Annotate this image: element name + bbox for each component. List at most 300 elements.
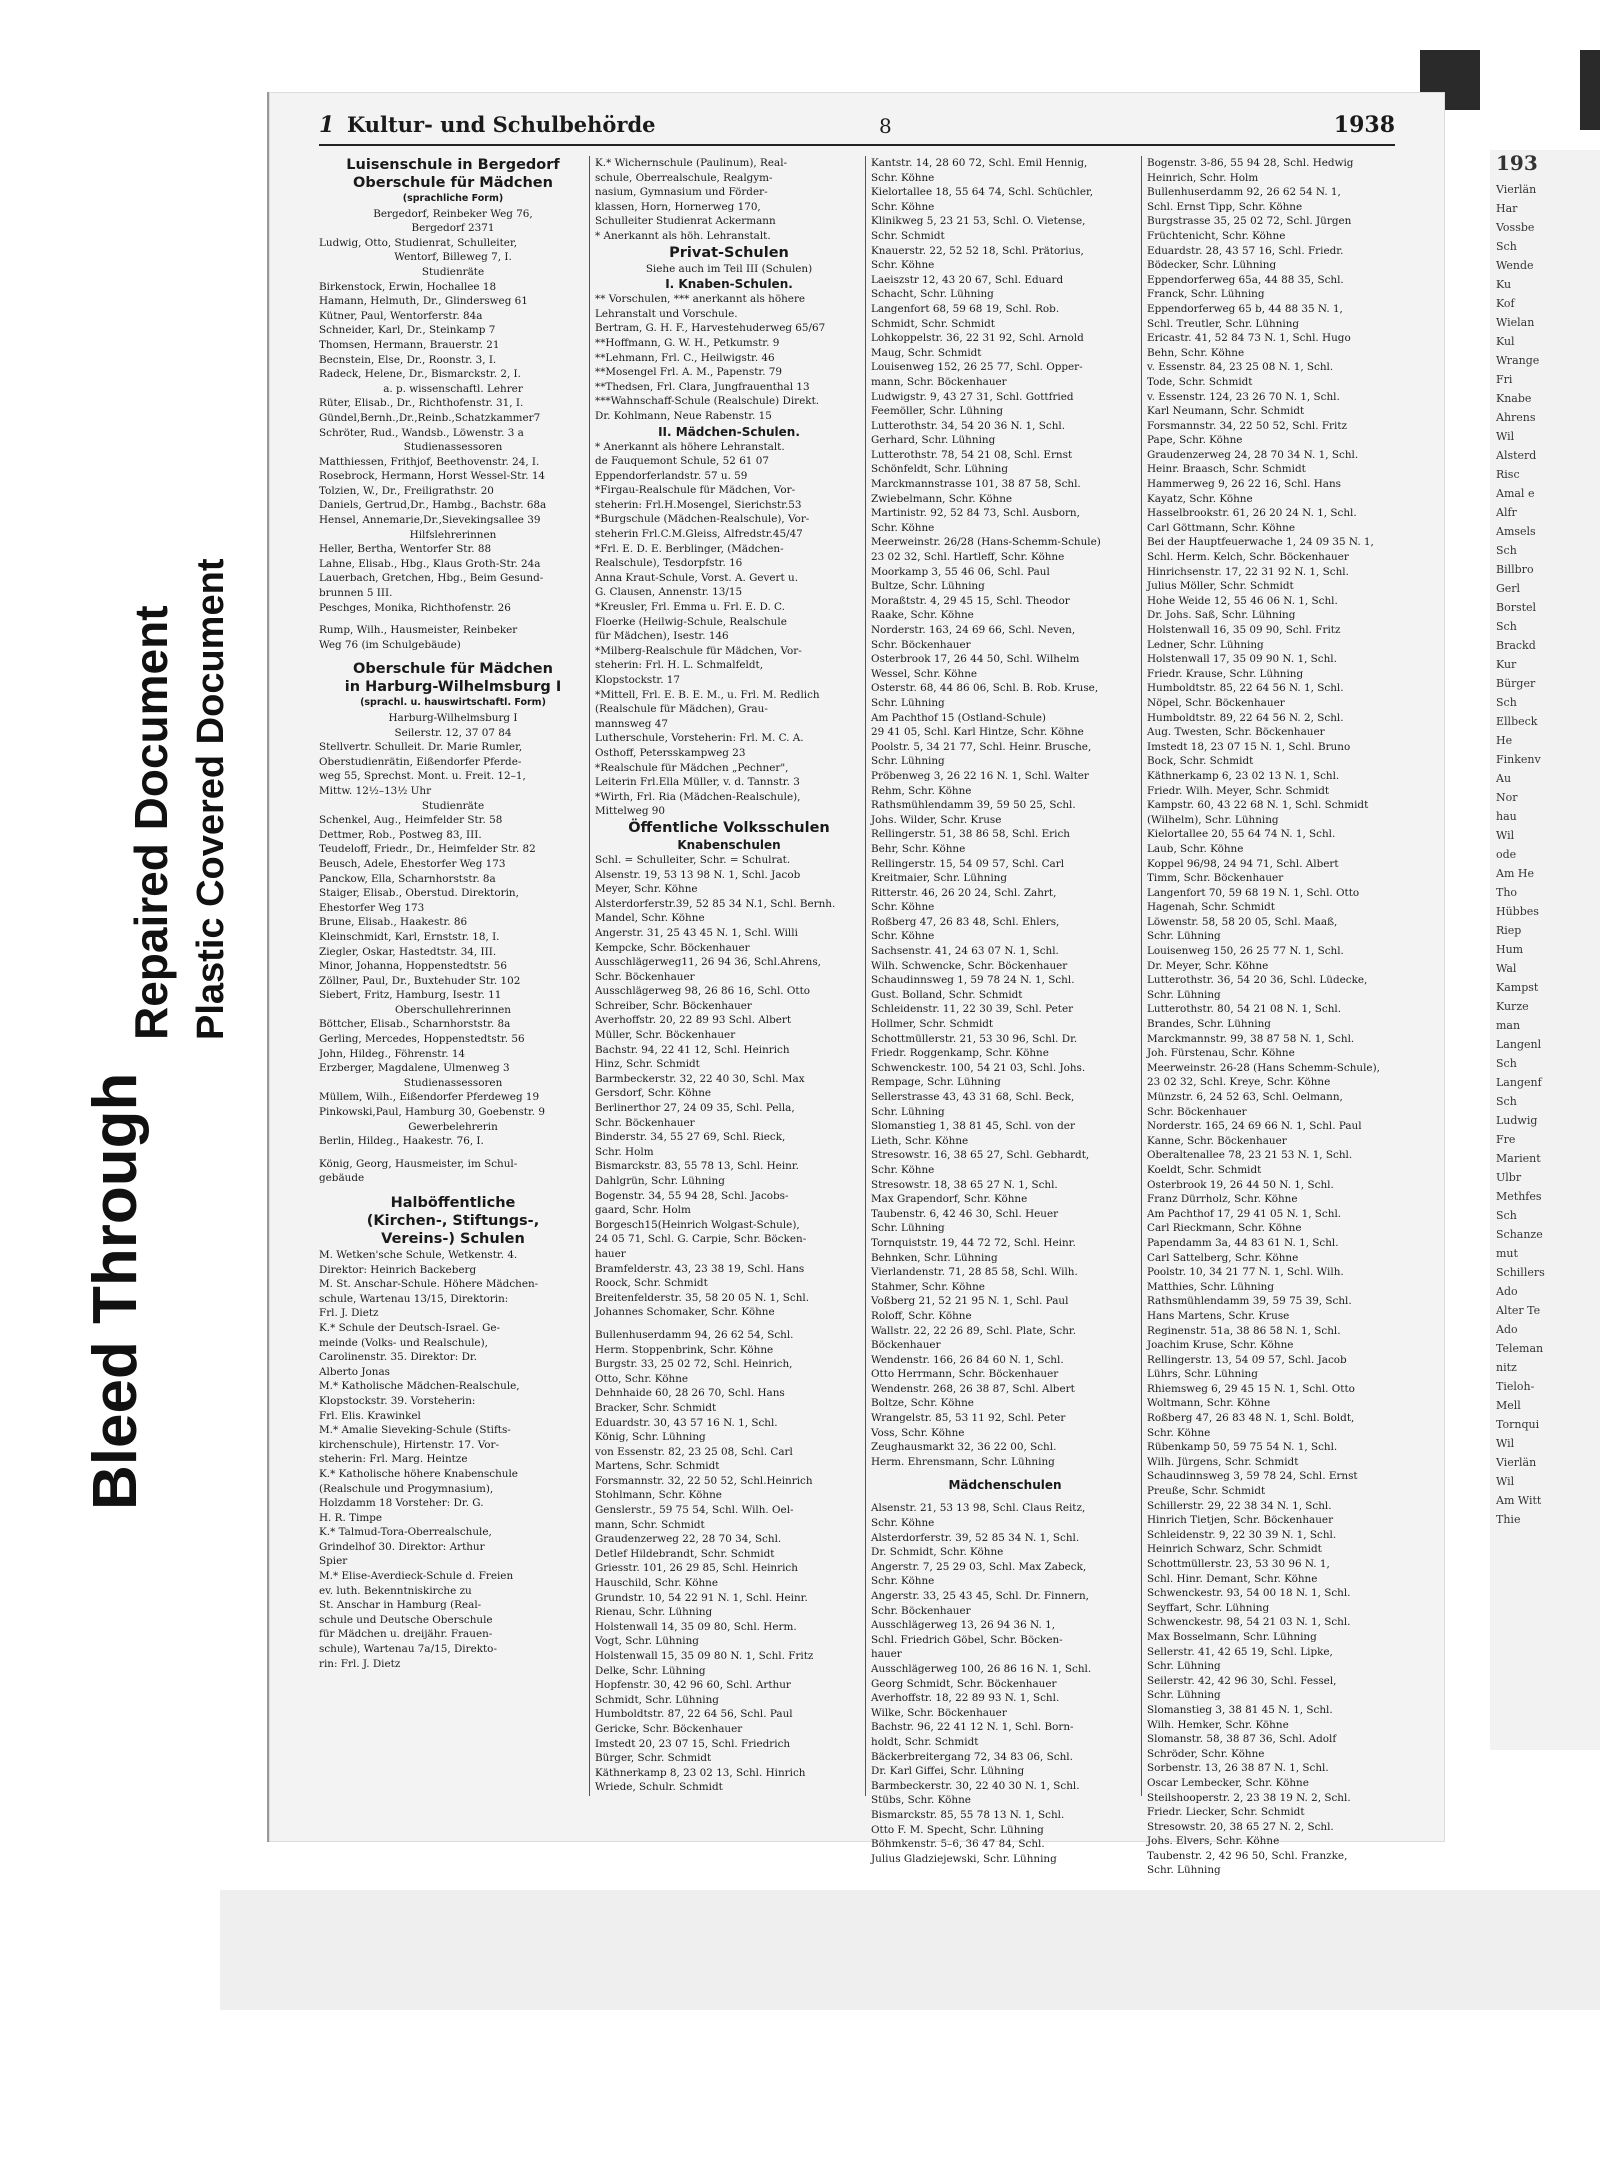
directory-line: Brandes, Schr. Lühning [1147, 1018, 1271, 1031]
directory-line: Barmbeckerstr. 32, 22 40 30, Schl. Max [595, 1072, 805, 1085]
adjacent-page-year: 193 [1496, 151, 1538, 175]
directory-line: Hasselbrookstr. 61, 26 20 24 N. 1, Schl. [1147, 507, 1357, 520]
adjacent-page-line: Langenl [1496, 1038, 1542, 1051]
directory-line: Bäckerbreitergang 72, 34 83 06, Schl. [871, 1750, 1073, 1763]
directory-line: *Firgau-Realschule für Mädchen, Vor- [595, 484, 796, 497]
directory-line: Ausschlägerweg 100, 26 86 16 N. 1, Schl. [871, 1662, 1092, 1675]
directory-line: Früchtenicht, Schr. Köhne [1147, 229, 1286, 242]
subsection-heading: I. Knaben-Schulen. [665, 277, 793, 292]
directory-line: Lutterothstr. 36, 54 20 36, Schl. Lüdecke, [1147, 974, 1368, 987]
directory-line: Stübs, Schr. Köhne [871, 1794, 971, 1807]
directory-line: Koeldt, Schr. Schmidt [1147, 1163, 1262, 1176]
directory-line: mannsweg 47 [595, 717, 668, 730]
adjacent-page-line: Sch [1496, 544, 1517, 557]
directory-line: Friedr. Roggenkamp, Schr. Köhne [871, 1047, 1049, 1060]
directory-line: * Anerkannt als höh. Lehranstalt. [595, 229, 771, 242]
centered-line: Hilfslehrerinnen [409, 528, 497, 541]
directory-line: Ludwigstr. 9, 43 27 31, Schl. Gottfried [871, 390, 1074, 403]
directory-line: **Mosengel Frl. A. M., Papenstr. 79 [595, 366, 783, 379]
directory-line: Kampstr. 60, 43 22 68 N. 1, Schl. Schmidt [1147, 799, 1369, 812]
directory-line: v. Essenstr. 84, 23 25 08 N. 1, Schl. [1147, 361, 1334, 374]
directory-line: Direktor: Heinrich Backeberg [319, 1263, 477, 1276]
text-column-2 [595, 156, 863, 1816]
adjacent-page-line: Tornqui [1496, 1418, 1540, 1431]
adjacent-page-line: Am He [1496, 867, 1534, 880]
directory-line: Bock, Schr. Schmidt [1147, 755, 1254, 768]
directory-line: M.* Amalie Sieveking-Schule (Stifts- [319, 1424, 511, 1437]
directory-line: Mittw. 12½–13½ Uhr [319, 784, 432, 797]
directory-line: Barmbeckerstr. 30, 22 40 30 N. 1, Schl. [871, 1779, 1080, 1792]
directory-line: Langenfort 70, 59 68 19 N. 1, Schl. Otto [1147, 886, 1360, 899]
directory-line: Behn, Schr. Köhne [1147, 346, 1245, 359]
directory-line: steherin: Frl. Marg. Heintze [319, 1453, 468, 1466]
directory-line: Behnken, Schr. Lühning [871, 1251, 998, 1264]
directory-line: Poolstr. 10, 34 21 77 N. 1, Schl. Wilh. [1147, 1266, 1344, 1279]
directory-line: Laeiszstr 12, 43 20 67, Schl. Eduard [871, 273, 1064, 286]
directory-line: Holstenwall 16, 35 09 90, Schl. Fritz [1147, 624, 1341, 636]
directory-line: Bullenhuserdamm 94, 26 62 54, Schl. [595, 1328, 794, 1341]
adjacent-page-line: Vierlän [1496, 1456, 1537, 1469]
directory-line: Lehranstalt und Vorschule. [595, 307, 738, 320]
adjacent-page-line: Brackd [1496, 639, 1536, 652]
adjacent-page-line: Amal e [1496, 487, 1535, 500]
directory-line: Roock, Schr. Schmidt [595, 1277, 708, 1290]
directory-line: Rathsmühlendamm 39, 59 75 39, Schl. [1147, 1295, 1352, 1308]
directory-line: Rempage, Schr. Lühning [871, 1076, 1001, 1089]
adjacent-page-line: Wil [1496, 430, 1515, 443]
directory-line: Holzdamm 18 Vorsteher: Dr. G. [319, 1497, 484, 1510]
adjacent-page-line: Ku [1496, 278, 1512, 291]
directory-line: Burgstr. 33, 25 02 72, Schl. Heinrich, [595, 1358, 793, 1371]
adjacent-page-line: Am Witt [1496, 1494, 1542, 1507]
directory-line: *Kreusler, Frl. Emma u. Frl. E. D. C. [595, 601, 785, 614]
directory-line: Humboldtstr. 87, 22 64 56, Schl. Paul [595, 1708, 793, 1721]
directory-line: Maug, Schr. Schmidt [871, 346, 982, 359]
directory-line: Bracker, Schr. Schmidt [595, 1401, 717, 1414]
directory-line: meinde (Volks- und Realschule), [319, 1336, 488, 1349]
directory-line: Kielortallee 18, 55 64 74, Schl. Schüchler, [871, 186, 1094, 199]
directory-line: Müllem, Wilh., Eißendorfer Pferdeweg 19 [319, 1091, 540, 1104]
directory-line: Steilshooperstr. 2, 23 38 19 N. 2, Schl. [1147, 1791, 1351, 1804]
directory-line: Hagenah, Schr. Schmidt [1147, 901, 1275, 914]
page-number: 8 [879, 114, 892, 138]
directory-line: Wrangelstr. 85, 53 11 92, Schl. Peter [871, 1412, 1066, 1425]
directory-line: Sorbenstr. 13, 26 38 87 N. 1, Schl. [1147, 1762, 1329, 1775]
directory-line: Holstenwall 17, 35 09 90 N. 1, Schl. [1147, 653, 1337, 666]
directory-line: Gerhard, Schr. Lühning [871, 434, 996, 447]
centered-line: Studienräte [421, 799, 485, 812]
directory-line: **Hoffmann, G. W. H., Petkumstr. 9 [595, 336, 780, 349]
directory-line: Mittelweg 90 [595, 805, 666, 818]
adjacent-page-line: Kampst [1496, 981, 1539, 994]
directory-line: Kayatz, Schr. Köhne [1147, 492, 1253, 505]
adjacent-page-line: man [1496, 1019, 1521, 1032]
directory-line: Schleidenstr. 11, 22 30 39, Schl. Peter [871, 1003, 1074, 1016]
directory-line: Schl. = Schulleiter, Schr. = Schulrat. [595, 853, 791, 866]
directory-line: Genslerstr., 59 75 54, Schl. Wilh. Oel- [595, 1504, 794, 1517]
directory-line: König, Schr. Lühning [595, 1431, 706, 1444]
section-heading: Oberschule für Mädchen [353, 175, 553, 191]
adjacent-page-line: Nor [1496, 791, 1518, 804]
spacer [319, 1149, 587, 1157]
directory-line: Papendamm 3a, 44 83 61 N. 1, Schl. [1147, 1236, 1339, 1249]
directory-line: Bertram, G. H. F., Harvestehuderweg 65/67 [595, 322, 826, 335]
directory-line: Siebert, Fritz, Hamburg, Isestr. 11 [319, 989, 502, 1002]
directory-line: Ziegler, Oskar, Hastedtstr. 34, III. [319, 945, 497, 958]
directory-line: Schottmüllerstr. 21, 53 30 96, Schl. Dr. [871, 1032, 1078, 1045]
directory-line: Gersdorf, Schr. Köhne [595, 1087, 712, 1100]
directory-line: Ausschlägerweg 98, 26 86 16, Schl. Otto [595, 985, 811, 998]
directory-line: Schr. Köhne [871, 200, 935, 213]
document-page [267, 92, 1445, 1877]
directory-line: Eppendorferlandstr. 57 u. 59 [595, 469, 748, 482]
directory-line: Gerling, Mercedes, Hoppenstedtstr. 56 [319, 1033, 525, 1046]
directory-line: schule, Wartenau 13/15, Direktorin: [319, 1292, 509, 1305]
directory-line: Rump, Wilh., Hausmeister, Reinbeker [319, 624, 518, 637]
directory-line: Am Pachthof 15 (Ostland-Schule) [871, 711, 1046, 724]
spacer [871, 1469, 1139, 1477]
directory-line: Stresowstr. 18, 38 65 27 N. 1, Schl. [871, 1178, 1058, 1191]
adjacent-page-line: Au [1496, 772, 1512, 785]
adjacent-page-line: Sch [1496, 240, 1517, 253]
directory-line: steherin Frl.C.M.Gleiss, Alfredstr.45/47 [595, 528, 803, 541]
directory-line: Seyffart, Schr. Lühning [1147, 1601, 1270, 1614]
directory-line: *Realschule für Mädchen „Pechner", [595, 761, 789, 774]
directory-line: 29 41 05, Schl. Karl Hintze, Schr. Köhne [871, 726, 1084, 739]
directory-line: Schr. Köhne [871, 1575, 935, 1588]
directory-line: Meerweinstr. 26/28 (Hans-Schemm-Schule) [871, 536, 1101, 549]
directory-line: weg 55, Sprechst. Mont. u. Freit. 12–1, [319, 770, 526, 783]
centered-line: Siehe auch im Teil III (Schulen) [645, 262, 813, 275]
directory-line: Floerke (Heilwig-Schule, Realschule [595, 615, 787, 628]
directory-line: brunnen 5 III. [319, 587, 393, 600]
directory-line: Ritterstr. 46, 26 20 24, Schl. Zahrt, [871, 886, 1057, 899]
directory-line: Woltmann, Schr. Köhne [1147, 1397, 1271, 1410]
directory-line: Marckmannstr. 99, 38 87 58 N. 1, Schl. [1147, 1032, 1355, 1045]
directory-line: Herm. Ehrensmann, Schr. Lühning [871, 1455, 1055, 1468]
directory-line: Schl. Herm. Kelch, Schr. Böckenhauer [1147, 551, 1349, 564]
adjacent-page-line: Ado [1496, 1285, 1518, 1298]
spacer [319, 615, 587, 623]
spacer [871, 1493, 1139, 1501]
heading-note: (sprachliche Form) [402, 193, 504, 204]
directory-line: Frl. J. Dietz [319, 1307, 379, 1320]
directory-line: Kielortallee 20, 55 64 74 N. 1, Schl. [1147, 828, 1336, 841]
directory-line: Schr. Köhne [1147, 1426, 1211, 1439]
directory-line: Käthnerkamp 6, 23 02 13 N. 1, Schl. [1147, 769, 1340, 782]
spacer [319, 1186, 587, 1194]
directory-line: Kreitmaier, Schr. Lühning [871, 872, 1008, 885]
directory-line: Norderstr. 165, 24 69 66 N. 1, Schl. Paul [1147, 1120, 1362, 1133]
adjacent-page-line: Riep [1496, 924, 1522, 937]
adjacent-page-line: Har [1496, 202, 1518, 215]
adjacent-page-line: Tieloh- [1496, 1380, 1535, 1393]
directory-line: Stresowstr. 20, 38 65 27 N. 2, Schl. [1147, 1820, 1334, 1833]
adjacent-page-line: Sch [1496, 696, 1517, 709]
directory-line: Bismarckstr. 85, 55 78 13 N. 1, Schl. [871, 1808, 1065, 1821]
directory-line: Schr. Böckenhauer [1147, 1105, 1247, 1118]
adjacent-page-line: Wil [1496, 1437, 1515, 1450]
adjacent-page-line: Knabe [1496, 392, 1532, 405]
directory-line: Carl Rieckmann, Schr. Köhne [1147, 1222, 1302, 1235]
directory-line: Hinz, Schr. Schmidt [595, 1058, 700, 1071]
directory-line: Laub, Schr. Köhne [1147, 842, 1244, 855]
subsection-heading: Mädchenschulen [948, 1478, 1062, 1493]
adjacent-page-line: hau [1496, 810, 1517, 823]
directory-line: Schr. Köhne [871, 521, 935, 534]
directory-line: Bei der Hauptfeuerwache 1, 24 09 35 N. 1, [1147, 536, 1374, 549]
directory-line: Rathsmühlendamm 39, 59 50 25, Schl. [871, 799, 1076, 812]
directory-line: Schottmüllerstr. 23, 53 30 96 N. 1, [1147, 1558, 1330, 1570]
section-number: 1 [319, 112, 335, 138]
directory-line: Carl Göttmann, Schr. Köhne [1147, 521, 1296, 534]
directory-line: mann, Schr. Schmidt [595, 1518, 705, 1531]
directory-line: Matthiessen, Frithjof, Beethovenstr. 24, I. [319, 455, 540, 468]
directory-line: Alsenstr. 21, 53 13 98, Schl. Claus Reitz, [871, 1502, 1086, 1515]
centered-line: Oberschullehrerinnen [395, 1003, 511, 1016]
directory-line: Wilh. Jürgens, Schr. Schmidt [1147, 1455, 1299, 1468]
centered-line: Studienassessoren [403, 441, 503, 454]
section-heading: Öffentliche Volksschulen [628, 819, 830, 836]
directory-line: Schr. Lühning [1147, 1689, 1221, 1702]
directory-line: Stahmer, Schr. Köhne [871, 1280, 985, 1293]
directory-line: Realschule), Tesdorpfstr. 16 [595, 557, 743, 570]
directory-line: Ericastr. 41, 52 84 73 N. 1, Schl. Hugo [1147, 332, 1351, 345]
adjacent-page-line: ode [1496, 848, 1517, 861]
directory-line: Eduardstr. 30, 43 57 16 N. 1, Schl. [595, 1416, 778, 1429]
directory-line: Hamann, Helmuth, Dr., Glindersweg 61 [319, 295, 528, 308]
directory-line: Kleinschmidt, Karl, Ernststr. 18, I. [319, 930, 500, 943]
directory-line: Carl Sattelberg, Schr. Köhne [1147, 1251, 1299, 1264]
directory-line: Max Bosselmann, Schr. Lühning [1147, 1630, 1317, 1643]
directory-line: Bogenstr. 34, 55 94 28, Schl. Jacobs- [595, 1189, 789, 1202]
directory-line: Osterbrook 17, 26 44 50, Schl. Wilhelm [871, 653, 1080, 666]
directory-line: Bürger, Schr. Schmidt [595, 1752, 712, 1765]
directory-line: Peschges, Monika, Richthofenstr. 26 [319, 601, 511, 614]
directory-line: Weg 76 (im Schulgebäude) [319, 638, 461, 651]
adjacent-page-line: Teleman [1496, 1342, 1544, 1355]
directory-line: ev. luth. Bekenntniskirche zu [319, 1584, 472, 1597]
directory-line: K.* Schule der Deutsch-Israel. Ge- [319, 1321, 501, 1334]
directory-line: Lohkoppelstr. 36, 22 31 92, Schl. Arnold [871, 332, 1084, 345]
adjacent-page-line: Billbro [1496, 563, 1534, 576]
adjacent-page-line: Wil [1496, 1475, 1515, 1488]
directory-line: Holstenwall 15, 35 09 80 N. 1, Schl. Fritz [595, 1650, 814, 1662]
directory-line: Bultze, Schr. Lühning [871, 580, 985, 593]
directory-line: steherin: Frl.H.Mosengel, Sierichstr.53 [595, 498, 802, 511]
page-year: 1938 [1333, 112, 1395, 138]
directory-line: Rehm, Schr. Köhne [871, 784, 972, 797]
directory-line: Hauschild, Schr. Köhne [595, 1577, 719, 1590]
directory-line: Staiger, Elisab., Oberstud. Direktorin, [319, 887, 519, 900]
directory-line: Bogenstr. 3-86, 55 94 28, Schl. Hedwig [1147, 157, 1354, 169]
directory-line: Borgesch15(Heinrich Wolgast-Schule), [595, 1218, 800, 1231]
directory-line: Ausschlägerweg11, 26 94 36, Schl.Ahrens, [595, 956, 821, 969]
directory-line: Münzstr. 6, 24 52 63, Schl. Oelmann, [1147, 1091, 1343, 1103]
directory-line: K.* Katholische höhere Knabenschule [319, 1467, 518, 1480]
section-heading: (Kirchen-, Stiftungs-, [366, 1213, 540, 1229]
section-heading: Privat-Schulen [669, 244, 789, 261]
centered-line: Seilerstr. 12, 37 07 84 [394, 726, 512, 739]
directory-line: Daniels, Gertrud,Dr., Hambg., Bachstr. 68a [319, 499, 547, 512]
directory-line: Graudenzerweg 22, 28 70 34, Schl. [595, 1533, 782, 1546]
directory-line: Hammerweg 9, 26 22 16, Schl. Hans [1147, 478, 1342, 491]
directory-line: Schwenckestr. 98, 54 21 03 N. 1, Schl. [1147, 1616, 1351, 1629]
directory-line: 24 05 71, Schl. G. Carpie, Schr. Böcken- [595, 1233, 807, 1246]
directory-line: Schwenckestr. 93, 54 00 18 N. 1, Schl. [1147, 1587, 1351, 1600]
directory-line: Osterbrook 19, 26 44 50 N. 1, Schl. [1147, 1178, 1334, 1191]
adjacent-page-line: Bürger [1496, 677, 1536, 690]
directory-line: Schl. Ernst Tipp, Schr. Köhne [1147, 200, 1303, 213]
directory-line: Berlinerthor 27, 24 09 35, Schl. Pella, [595, 1102, 795, 1115]
directory-line: Schr. Böckenhauer [871, 1604, 971, 1617]
directory-line: M. Wetken'sche Schule, Wetkenstr. 4. [319, 1249, 518, 1261]
centered-line: a. p. wissenschaftl. Lehrer [383, 382, 523, 395]
directory-line: Pape, Schr. Köhne [1147, 434, 1243, 447]
directory-line: G. Clausen, Annenstr. 13/15 [595, 586, 743, 599]
directory-line: Ehestorfer Weg 173 [319, 901, 425, 914]
directory-line: *Mittell, Frl. E. B. E. M., u. Frl. M. Redlich [595, 688, 820, 701]
directory-line: holdt, Schr. Schmidt [871, 1735, 979, 1748]
directory-line: Bödecker, Schr. Lühning [1147, 259, 1277, 272]
directory-line: von Essenstr. 82, 23 25 08, Schl. Carl [595, 1445, 793, 1458]
section-title: Kultur- und Schulbehörde [347, 112, 656, 137]
directory-line: Imstedt 20, 23 07 15, Schl. Friedrich [595, 1737, 791, 1750]
directory-line: mann, Schr. Böckenhauer [871, 375, 1007, 388]
adjacent-page-line: Fre [1496, 1133, 1516, 1146]
directory-line: Bismarckstr. 83, 55 78 13, Schl. Heinr. [595, 1160, 799, 1173]
section-heading: Vereins-) Schulen [381, 1231, 525, 1247]
directory-line: Angerstr. 7, 25 29 03, Schl. Max Zabeck, [871, 1560, 1087, 1573]
directory-line: Dahlgrün, Schr. Lühning [595, 1175, 725, 1187]
directory-line: Sellerstrasse 43, 43 31 68, Schl. Beck, [871, 1091, 1075, 1103]
directory-line: v. Essenstr. 124, 23 26 70 N. 1, Schl. [1147, 390, 1340, 403]
directory-line: 23 02 32, Schl. Kreye, Schr. Köhne [1147, 1076, 1331, 1089]
directory-line: Wilke, Schr. Böckenhauer [871, 1706, 1007, 1719]
text-column-1 [319, 156, 587, 1816]
directory-line: Tolzien, W., Dr., Freiligrathstr. 20 [319, 484, 494, 497]
directory-line: schule, Oberrealschule, Realgym- [595, 171, 773, 184]
directory-line: Schr. Köhne [871, 901, 935, 914]
directory-line: Lutterothstr. 78, 54 21 08, Schl. Ernst [871, 448, 1073, 461]
directory-line: Dr. Johs. Saß, Schr. Lühning [1147, 609, 1296, 622]
directory-line: Schleidenstr. 9, 22 30 39 N. 1, Schl. [1147, 1528, 1337, 1541]
directory-line: Schr. Böckenhauer [595, 970, 695, 983]
directory-line: Dettmer, Rob., Postweg 83, III. [319, 828, 482, 841]
directory-line: Otto Herrmann, Schr. Böckenhauer [871, 1368, 1059, 1381]
column-rule [589, 156, 590, 1796]
label-repaired-document: Repaired Document [125, 605, 177, 1040]
directory-line: *Milberg-Realschule für Mädchen, Vor- [595, 644, 802, 657]
directory-line: K.* Talmud-Tora-Oberrealschule, [319, 1526, 492, 1539]
centered-line: Bergedorf 2371 [411, 222, 495, 235]
directory-line: **Thedsen, Frl. Clara, Jungfrauenthal 13 [595, 380, 810, 393]
directory-line: für Mädchen), Isestr. 146 [595, 630, 729, 643]
directory-line: Angerstr. 33, 25 43 45, Schl. Dr. Finnern, [871, 1590, 1089, 1602]
directory-line: Hinrichsenstr. 17, 22 31 92 N. 1, Schl. [1147, 565, 1349, 578]
directory-line: Schr. Köhne [871, 171, 935, 184]
directory-line: Angerstr. 31, 25 43 45 N. 1, Schl. Willi [595, 926, 798, 939]
directory-line: Johs. Wilder, Schr. Kruse [871, 813, 1002, 826]
subsection-heading: Knabenschulen [677, 837, 781, 852]
directory-line: Klopstockstr. 39. Vorsteherin: [319, 1394, 476, 1407]
spacer [319, 652, 587, 660]
directory-line: Böttcher, Elisab., Scharnhorststr. 8a [319, 1018, 511, 1031]
directory-line: Kütner, Paul, Wentorferstr. 84a [319, 309, 483, 322]
directory-line: Oberaltenallee 78, 23 21 53 N. 1, Schl. [1147, 1149, 1353, 1162]
directory-line: Schillerstr. 29, 22 38 34 N. 1, Schl. [1147, 1499, 1332, 1512]
directory-line: Heinrich Schwarz, Schr. Schmidt [1147, 1543, 1322, 1556]
directory-line: Klopstockstr. 17 [595, 674, 681, 686]
directory-line: Delke, Schr. Lühning [595, 1664, 706, 1677]
directory-line: Böhmkenstr. 5–6, 36 47 84, Schl. [871, 1838, 1045, 1851]
adjacent-page-line: Kurze [1496, 1000, 1529, 1013]
page-header [319, 110, 1395, 146]
directory-line: Carolinenstr. 35. Direktor: Dr. [319, 1351, 478, 1364]
directory-line: Osterstr. 68, 44 86 06, Schl. B. Rob. Kruse, [871, 682, 1099, 695]
directory-line: Martens, Schr. Schmidt [595, 1460, 720, 1473]
section-heading: Luisenschule in Bergedorf [346, 157, 560, 173]
directory-line: Schmidt, Schr. Lühning [595, 1693, 719, 1706]
adjacent-page-line: Alsterd [1496, 449, 1537, 462]
directory-line: Grundstr. 10, 54 22 91 N. 1, Schl. Heinr. [595, 1591, 808, 1604]
adjacent-page-line: Wende [1496, 259, 1534, 272]
adjacent-page-line: Gerl [1496, 582, 1521, 595]
directory-line: Rüter, Elisab., Dr., Richthofenstr. 31, I. [319, 397, 524, 410]
directory-line: Lutterothstr. 34, 54 20 36 N. 1, Schl. [871, 419, 1066, 432]
directory-line: Kanne, Schr. Böckenhauer [1147, 1134, 1287, 1147]
directory-line: Eppendorferweg 65 b, 44 88 35 N. 1, [1147, 302, 1343, 315]
directory-line: Bachstr. 94, 22 41 12, Schl. Heinrich [595, 1043, 790, 1056]
directory-line: hauer [871, 1648, 902, 1661]
adjacent-page-line: Kul [1496, 335, 1515, 348]
directory-line: Martinistr. 92, 52 84 73, Schl. Ausborn, [871, 507, 1080, 520]
directory-line: Schenkel, Aug., Heimfelder Str. 58 [319, 814, 503, 827]
directory-line: Schr. Köhne [871, 1163, 935, 1176]
directory-line: Slomanstieg 1, 38 81 45, Schl. von der [871, 1120, 1075, 1133]
directory-line: John, Hildeg., Föhrenstr. 14 [319, 1047, 466, 1060]
directory-line: Tode, Schr. Schmidt [1147, 375, 1253, 388]
adjacent-page-line: nitz [1496, 1361, 1517, 1374]
directory-line: Gündel,Bernh.,Dr.,Reinb.,Schatzkammer7 [319, 411, 541, 424]
directory-line: Dr. Schmidt, Schr. Köhne [871, 1546, 1004, 1559]
directory-line: Schr. Köhne [871, 1517, 935, 1530]
directory-line: Schr. Holm [595, 1145, 654, 1158]
directory-line: Binderstr. 34, 55 27 69, Schl. Rieck, [595, 1131, 786, 1144]
directory-line: Rhiemsweg 6, 29 45 15 N. 1, Schl. Otto [1147, 1382, 1355, 1395]
directory-line: Mandel, Schr. Köhne [595, 912, 705, 925]
directory-line: Pröbenweg 3, 26 22 16 N. 1, Schl. Walter [871, 769, 1089, 782]
directory-line: Schmidt, Schr. Schmidt [871, 317, 995, 330]
directory-line: Hinrich Tietjen, Schr. Böckenhauer [1147, 1514, 1334, 1527]
directory-line: Sellerstr. 41, 42 65 19, Schl. Lipke, [1147, 1645, 1333, 1658]
centered-line: Wentorf, Billeweg 7, I. [394, 251, 512, 264]
adjacent-page-line: Borstel [1496, 601, 1537, 614]
directory-line: Käthnerkamp 8, 23 02 13, Schl. Hinrich [595, 1766, 806, 1779]
directory-line: Pinkowski,Paul, Hamburg 30, Goebenstr. 9 [319, 1106, 545, 1119]
directory-line: Alsterdorferstr. 39, 52 85 34 N. 1, Schl. [871, 1531, 1080, 1544]
directory-line: Timm, Schr. Böckenhauer [1147, 872, 1284, 885]
directory-line: Johs. Elvers, Schr. Köhne [1147, 1835, 1280, 1848]
adjacent-page-line: Ulbr [1496, 1171, 1522, 1184]
directory-line: Leiterin Frl.Ella Müller, v. d. Tannstr. 3 [595, 776, 800, 789]
directory-line: Schr. Lühning [871, 1222, 945, 1235]
directory-line: Lührs, Schr. Lühning [1147, 1368, 1258, 1381]
directory-line: Schl. Hinr. Demant, Schr. Köhne [1147, 1572, 1318, 1585]
directory-line: Schwenckestr. 100, 54 21 03, Schl. Johs. [871, 1061, 1086, 1074]
directory-line: Roloff, Schr. Köhne [871, 1309, 972, 1322]
directory-line: Rellingerstr. 51, 38 86 58, Schl. Erich [871, 828, 1070, 841]
